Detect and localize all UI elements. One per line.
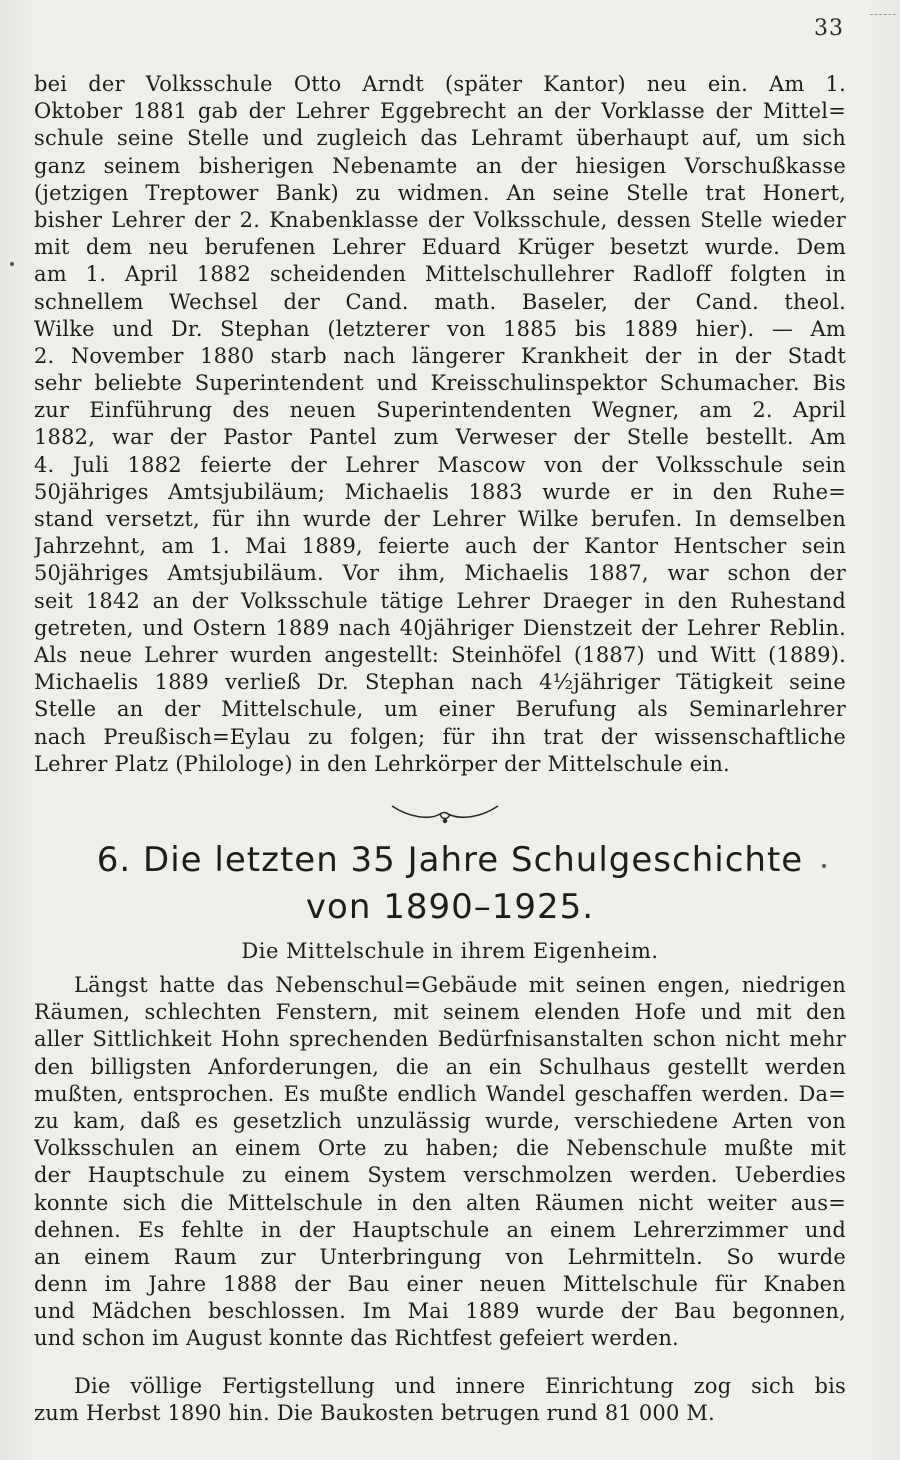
text-line: denn im Jahre 1888 der Bau einer neuen Mittelschule für Knaben bbox=[34, 1272, 846, 1297]
text-line: der Hauptschule zu einem System verschmolzen werden. Ueberdies bbox=[34, 1163, 846, 1188]
text-line: mußten, entsprochen. Es mußte endlich Wandel geschaffen werden. Da= bbox=[34, 1081, 846, 1106]
text-line: an einem Raum zur Unterbringung von Lehrmitteln. So wurde bbox=[34, 1244, 846, 1269]
section-subheading: Die Mittelschule in ihrem Eigenheim. bbox=[241, 939, 659, 963]
text-line: zur Einführung des neuen Superintendenten Wegner, am 2. April bbox=[34, 398, 846, 423]
text-line: 4. Juli 1882 feierte der Lehrer Mascow von der Volksschule sein bbox=[34, 452, 846, 477]
text-line: zu kam, daß es gesetzlich unzulässig wurde, verschiedene Arten von bbox=[34, 1108, 846, 1133]
chapter-heading-line-1: 6. Die letzten 35 Jahre Schulgeschichte bbox=[96, 840, 804, 880]
text-line: Stelle an der Mittelschule, um einer Berufung als Seminarlehrer bbox=[34, 697, 846, 722]
text-line: 1882, war der Pastor Pantel zum Verweser der Stelle bestellt. Am bbox=[34, 425, 846, 450]
text-line: Die völlige Fertigstellung und innere Einrichtung zog sich bis bbox=[74, 1374, 846, 1398]
margin-speck bbox=[822, 864, 826, 868]
text-line: ganz seinem bisherigen Nebenamte an der hiesigen Vorschußkasse bbox=[34, 153, 846, 178]
scan-edge-mark bbox=[870, 14, 896, 15]
text-line: Als neue Lehrer wurden angestellt: Steinhöfel (1887) und Witt (1889). bbox=[34, 642, 846, 667]
page-number: 33 bbox=[814, 16, 844, 41]
text-line: (jetzigen Treptower Bank) zu widmen. An seine Stelle trat Honert, bbox=[34, 180, 846, 205]
text-line: und schon im August konnte das Richtfest gefeiert werden. bbox=[34, 1326, 679, 1351]
text-line: seit 1842 an der Volksschule tätige Lehrer Draeger in den Ruhestand bbox=[34, 588, 846, 613]
text-line: bisher Lehrer der 2. Knabenklasse der Volksschule, dessen Stelle wieder bbox=[34, 207, 846, 232]
text-line: mit dem neu berufenen Lehrer Eduard Krüger besetzt wurde. Dem bbox=[34, 235, 846, 260]
text-line: 50jähriges Amtsjubiläum; Michaelis 1883 wurde er in den Ruhe= bbox=[34, 479, 846, 504]
text-line: Längst hatte das Nebenschul=Gebäude mit seinen engen, niedrigen bbox=[74, 973, 846, 997]
text-line: Wilke und Dr. Stephan (letzterer von 1885 bis 1889 hier). — Am bbox=[34, 316, 846, 341]
text-line: stand versetzt, für ihn wurde der Lehrer Wilke berufen. In demselben bbox=[34, 507, 846, 531]
paragraph-1 bbox=[34, 71, 846, 778]
paragraph-3 bbox=[34, 1373, 846, 1427]
text-line: getreten, und Ostern 1889 nach 40jähriger Dienstzeit der Lehrer Reblin. bbox=[34, 615, 846, 640]
text-line: schule seine Stelle und zugleich das Lehramt überhaupt auf, um sich bbox=[34, 126, 846, 151]
ornament-divider bbox=[390, 800, 500, 830]
text-line: aller Sittlichkeit Hohn sprechenden Bedürfnisanstalten schon nicht mehr bbox=[34, 1027, 846, 1052]
text-line: konnte sich die Mittelschule in den alten Räumen nicht weiter aus= bbox=[34, 1190, 846, 1215]
text-line: sehr beliebte Superintendent und Kreisschulinspektor Schumacher. Bis bbox=[34, 371, 846, 396]
paragraph-2 bbox=[34, 972, 846, 1353]
text-line: Jahrzehnt, am 1. Mai 1889, feierte auch der Kantor Hentscher sein bbox=[34, 534, 846, 559]
text-line: am 1. April 1882 scheidenden Mittelschullehrer Radloff folgten in bbox=[34, 262, 846, 287]
text-line: und Mädchen beschlossen. Im Mai 1889 wurde der Bau begonnen, bbox=[34, 1299, 846, 1324]
text-line: bei der Volksschule Otto Arndt (später Kantor) neu ein. Am 1. bbox=[34, 72, 846, 96]
text-line: Volksschulen an einem Orte zu haben; die Nebenschule mußte mit bbox=[34, 1136, 846, 1161]
text-line: Michaelis 1889 verließ Dr. Stephan nach 4½jähriger Tätigkeit seine bbox=[34, 670, 846, 695]
text-line: Oktober 1881 gab der Lehrer Eggebrecht an der Vorklasse der Mittel= bbox=[34, 99, 846, 124]
text-line: dehnen. Es fehlte in der Hauptschule an einem Lehrerzimmer und bbox=[34, 1217, 846, 1242]
text-line: Lehrer Platz (Philologe) in den Lehrkörper der Mittelschule ein. bbox=[34, 751, 730, 776]
chapter-heading-line-2: von 1890–1925. bbox=[305, 887, 595, 927]
text-line: zum Herbst 1890 hin. Die Baukosten betrugen rund 81 000 M. bbox=[34, 1401, 715, 1426]
text-line: Räumen, schlechten Fenstern, mit seinem elenden Hofe und mit den bbox=[34, 1000, 846, 1025]
text-line: 50jähriges Amtsjubiläum. Vor ihm, Michaelis 1887, war schon der bbox=[34, 561, 846, 586]
text-line: nach Preußisch=Eylau zu folgen; für ihn trat der wissenschaftliche bbox=[34, 724, 846, 749]
margin-speck bbox=[10, 262, 14, 266]
text-line: 2. November 1880 starb nach längerer Krankheit der in der Stadt bbox=[34, 343, 846, 368]
text-line: den billigsten Anforderungen, die an ein Schulhaus gestellt werden bbox=[34, 1054, 846, 1079]
text-line: schnellem Wechsel der Cand. math. Baseler, der Cand. theol. bbox=[34, 289, 846, 314]
